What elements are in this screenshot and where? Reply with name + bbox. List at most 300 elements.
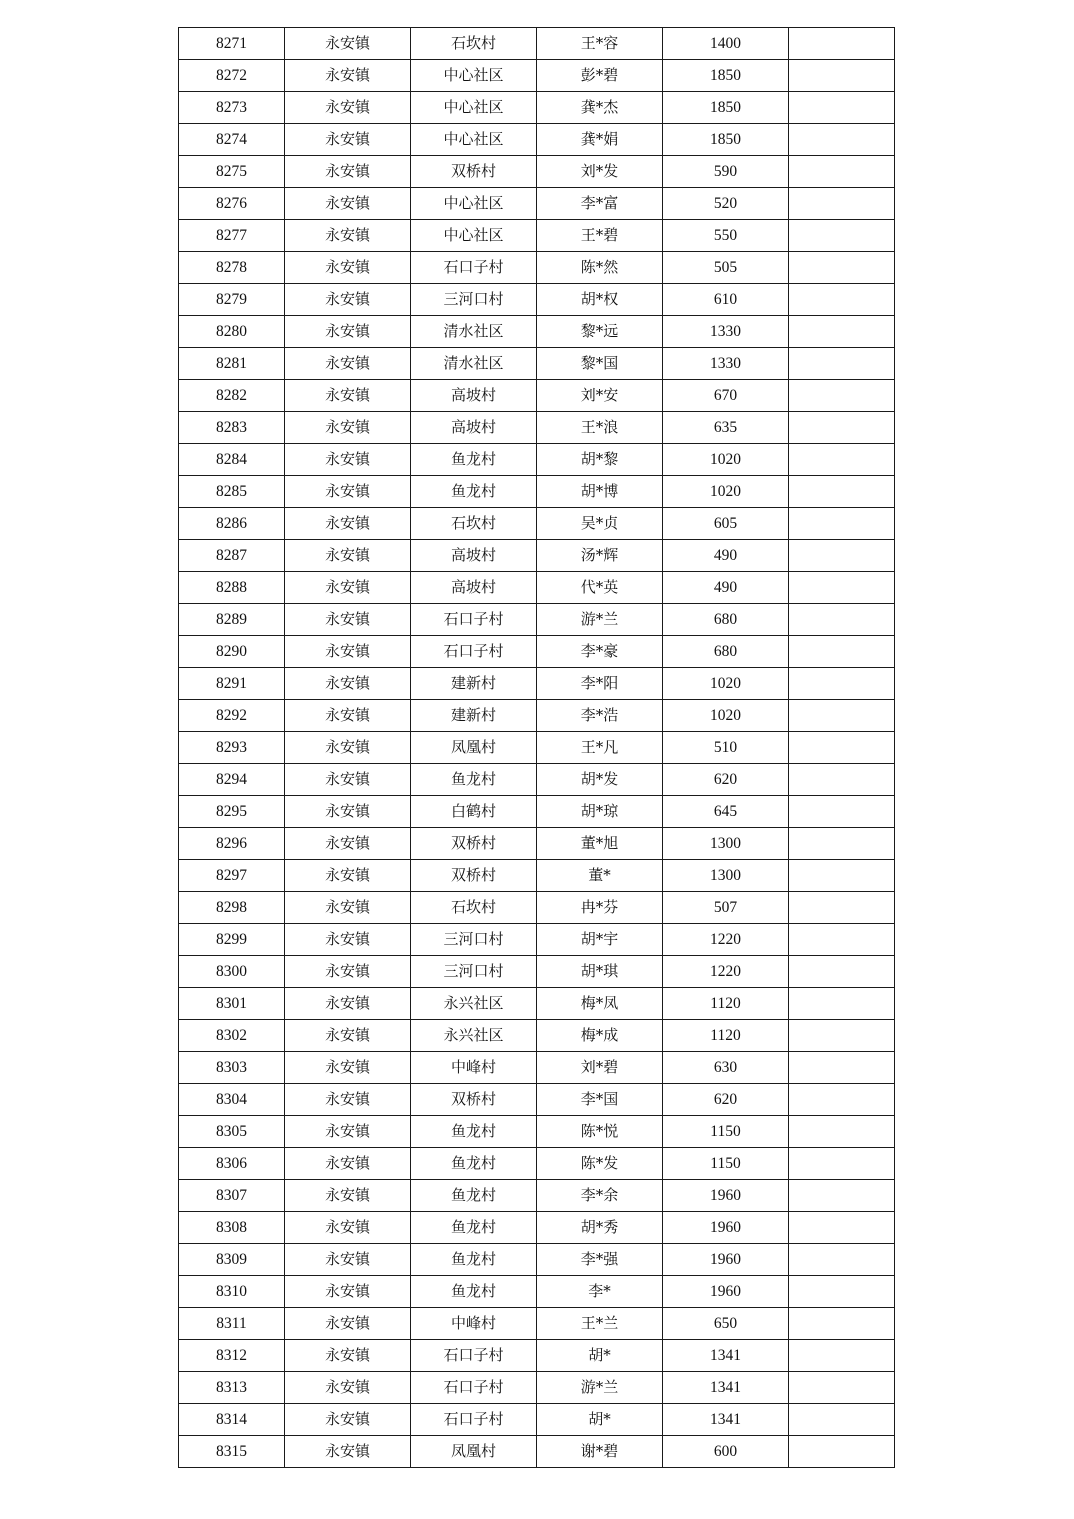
serial-number-cell: 8312: [179, 1340, 285, 1372]
note-cell: [789, 540, 895, 572]
person-name-cell: 龚*杰: [537, 92, 663, 124]
serial-number-cell: 8280: [179, 316, 285, 348]
serial-number-cell: 8314: [179, 1404, 285, 1436]
subsidy-table: [178, 27, 895, 1468]
table-row: [179, 828, 895, 860]
person-name-cell: 李*豪: [537, 636, 663, 668]
person-name-cell: 吴*贞: [537, 508, 663, 540]
note-cell: [789, 476, 895, 508]
note-cell: [789, 1116, 895, 1148]
serial-number-cell: 8271: [179, 28, 285, 60]
note-cell: [789, 316, 895, 348]
town-cell: 永安镇: [285, 764, 411, 796]
person-name-cell: 谢*碧: [537, 1436, 663, 1468]
town-cell: 永安镇: [285, 252, 411, 284]
note-cell: [789, 252, 895, 284]
serial-number-cell: 8308: [179, 1212, 285, 1244]
table-row: [179, 732, 895, 764]
town-cell: 永安镇: [285, 700, 411, 732]
note-cell: [789, 284, 895, 316]
amount-cell: 605: [663, 508, 789, 540]
table-row: [179, 1436, 895, 1468]
town-cell: 永安镇: [285, 444, 411, 476]
note-cell: [789, 604, 895, 636]
amount-cell: 680: [663, 604, 789, 636]
table-row: [179, 604, 895, 636]
town-cell: 永安镇: [285, 1212, 411, 1244]
person-name-cell: 游*兰: [537, 1372, 663, 1404]
town-cell: 永安镇: [285, 1404, 411, 1436]
amount-cell: 1020: [663, 476, 789, 508]
village-cell: 永兴社区: [411, 988, 537, 1020]
person-name-cell: 胡*琼: [537, 796, 663, 828]
person-name-cell: 胡*秀: [537, 1212, 663, 1244]
note-cell: [789, 1244, 895, 1276]
table-row: [179, 188, 895, 220]
village-cell: 建新村: [411, 668, 537, 700]
table-row: [179, 572, 895, 604]
note-cell: [789, 188, 895, 220]
amount-cell: 680: [663, 636, 789, 668]
person-name-cell: 游*兰: [537, 604, 663, 636]
table-row: [179, 1372, 895, 1404]
town-cell: 永安镇: [285, 412, 411, 444]
table-row: [179, 412, 895, 444]
amount-cell: 490: [663, 572, 789, 604]
amount-cell: 670: [663, 380, 789, 412]
table-row: [179, 1084, 895, 1116]
village-cell: 高坡村: [411, 380, 537, 412]
town-cell: 永安镇: [285, 1180, 411, 1212]
person-name-cell: 刘*安: [537, 380, 663, 412]
town-cell: 永安镇: [285, 796, 411, 828]
amount-cell: 1330: [663, 348, 789, 380]
table-row: [179, 700, 895, 732]
note-cell: [789, 572, 895, 604]
amount-cell: 1300: [663, 860, 789, 892]
person-name-cell: 李*阳: [537, 668, 663, 700]
town-cell: 永安镇: [285, 1340, 411, 1372]
amount-cell: 1400: [663, 28, 789, 60]
person-name-cell: 汤*辉: [537, 540, 663, 572]
person-name-cell: 梅*凤: [537, 988, 663, 1020]
village-cell: 白鹤村: [411, 796, 537, 828]
serial-number-cell: 8281: [179, 348, 285, 380]
person-name-cell: 王*浪: [537, 412, 663, 444]
note-cell: [789, 1180, 895, 1212]
serial-number-cell: 8291: [179, 668, 285, 700]
town-cell: 永安镇: [285, 988, 411, 1020]
note-cell: [789, 412, 895, 444]
town-cell: 永安镇: [285, 1116, 411, 1148]
table-row: [179, 476, 895, 508]
table-row: [179, 508, 895, 540]
amount-cell: 630: [663, 1052, 789, 1084]
village-cell: 三河口村: [411, 284, 537, 316]
serial-number-cell: 8293: [179, 732, 285, 764]
village-cell: 双桥村: [411, 156, 537, 188]
village-cell: 石坎村: [411, 892, 537, 924]
note-cell: [789, 700, 895, 732]
person-name-cell: 陈*然: [537, 252, 663, 284]
serial-number-cell: 8278: [179, 252, 285, 284]
table-row: [179, 1116, 895, 1148]
serial-number-cell: 8305: [179, 1116, 285, 1148]
serial-number-cell: 8295: [179, 796, 285, 828]
serial-number-cell: 8282: [179, 380, 285, 412]
amount-cell: 635: [663, 412, 789, 444]
table-row: [179, 668, 895, 700]
amount-cell: 620: [663, 1084, 789, 1116]
table-row: [179, 860, 895, 892]
note-cell: [789, 156, 895, 188]
village-cell: 鱼龙村: [411, 444, 537, 476]
note-cell: [789, 764, 895, 796]
serial-number-cell: 8315: [179, 1436, 285, 1468]
note-cell: [789, 444, 895, 476]
person-name-cell: 刘*碧: [537, 1052, 663, 1084]
town-cell: 永安镇: [285, 188, 411, 220]
table-row: [179, 540, 895, 572]
amount-cell: 1341: [663, 1372, 789, 1404]
note-cell: [789, 380, 895, 412]
note-cell: [789, 60, 895, 92]
amount-cell: 1850: [663, 124, 789, 156]
person-name-cell: 龚*娟: [537, 124, 663, 156]
person-name-cell: 李*余: [537, 1180, 663, 1212]
person-name-cell: 王*容: [537, 28, 663, 60]
serial-number-cell: 8275: [179, 156, 285, 188]
person-name-cell: 胡*: [537, 1404, 663, 1436]
serial-number-cell: 8279: [179, 284, 285, 316]
serial-number-cell: 8302: [179, 1020, 285, 1052]
amount-cell: 600: [663, 1436, 789, 1468]
town-cell: 永安镇: [285, 92, 411, 124]
person-name-cell: 胡*宇: [537, 924, 663, 956]
village-cell: 永兴社区: [411, 1020, 537, 1052]
serial-number-cell: 8304: [179, 1084, 285, 1116]
village-cell: 三河口村: [411, 924, 537, 956]
village-cell: 凤凰村: [411, 732, 537, 764]
table-row: [179, 1340, 895, 1372]
village-cell: 双桥村: [411, 860, 537, 892]
table-row: [179, 60, 895, 92]
table-row: [179, 284, 895, 316]
village-cell: 石口子村: [411, 636, 537, 668]
town-cell: 永安镇: [285, 1020, 411, 1052]
serial-number-cell: 8311: [179, 1308, 285, 1340]
village-cell: 中心社区: [411, 220, 537, 252]
town-cell: 永安镇: [285, 572, 411, 604]
serial-number-cell: 8299: [179, 924, 285, 956]
village-cell: 中心社区: [411, 124, 537, 156]
person-name-cell: 李*富: [537, 188, 663, 220]
note-cell: [789, 1436, 895, 1468]
person-name-cell: 李*强: [537, 1244, 663, 1276]
village-cell: 高坡村: [411, 540, 537, 572]
serial-number-cell: 8303: [179, 1052, 285, 1084]
town-cell: 永安镇: [285, 1308, 411, 1340]
village-cell: 鱼龙村: [411, 1244, 537, 1276]
amount-cell: 1220: [663, 924, 789, 956]
person-name-cell: 黎*远: [537, 316, 663, 348]
person-name-cell: 李*: [537, 1276, 663, 1308]
table-row: [179, 1244, 895, 1276]
serial-number-cell: 8296: [179, 828, 285, 860]
table-row: [179, 988, 895, 1020]
town-cell: 永安镇: [285, 1436, 411, 1468]
note-cell: [789, 1020, 895, 1052]
serial-number-cell: 8313: [179, 1372, 285, 1404]
village-cell: 鱼龙村: [411, 1212, 537, 1244]
table-body: [179, 28, 895, 1468]
note-cell: [789, 1308, 895, 1340]
note-cell: [789, 732, 895, 764]
village-cell: 建新村: [411, 700, 537, 732]
village-cell: 石口子村: [411, 604, 537, 636]
note-cell: [789, 828, 895, 860]
amount-cell: 1341: [663, 1404, 789, 1436]
note-cell: [789, 1148, 895, 1180]
serial-number-cell: 8306: [179, 1148, 285, 1180]
village-cell: 石口子村: [411, 1372, 537, 1404]
note-cell: [789, 1084, 895, 1116]
person-name-cell: 李*浩: [537, 700, 663, 732]
village-cell: 石坎村: [411, 28, 537, 60]
serial-number-cell: 8290: [179, 636, 285, 668]
town-cell: 永安镇: [285, 476, 411, 508]
note-cell: [789, 1276, 895, 1308]
village-cell: 鱼龙村: [411, 764, 537, 796]
town-cell: 永安镇: [285, 1276, 411, 1308]
table-row: [179, 764, 895, 796]
village-cell: 石口子村: [411, 252, 537, 284]
serial-number-cell: 8300: [179, 956, 285, 988]
note-cell: [789, 892, 895, 924]
amount-cell: 1300: [663, 828, 789, 860]
person-name-cell: 陈*悦: [537, 1116, 663, 1148]
amount-cell: 1850: [663, 92, 789, 124]
town-cell: 永安镇: [285, 380, 411, 412]
person-name-cell: 王*碧: [537, 220, 663, 252]
table-row: [179, 1148, 895, 1180]
town-cell: 永安镇: [285, 284, 411, 316]
village-cell: 清水社区: [411, 316, 537, 348]
serial-number-cell: 8285: [179, 476, 285, 508]
amount-cell: 505: [663, 252, 789, 284]
serial-number-cell: 8287: [179, 540, 285, 572]
amount-cell: 510: [663, 732, 789, 764]
serial-number-cell: 8273: [179, 92, 285, 124]
person-name-cell: 胡*: [537, 1340, 663, 1372]
amount-cell: 590: [663, 156, 789, 188]
town-cell: 永安镇: [285, 1084, 411, 1116]
note-cell: [789, 796, 895, 828]
table-row: [179, 380, 895, 412]
serial-number-cell: 8283: [179, 412, 285, 444]
note-cell: [789, 668, 895, 700]
amount-cell: 620: [663, 764, 789, 796]
amount-cell: 1020: [663, 444, 789, 476]
table-row: [179, 252, 895, 284]
amount-cell: 1960: [663, 1244, 789, 1276]
village-cell: 鱼龙村: [411, 1180, 537, 1212]
serial-number-cell: 8309: [179, 1244, 285, 1276]
amount-cell: 1960: [663, 1180, 789, 1212]
serial-number-cell: 8284: [179, 444, 285, 476]
note-cell: [789, 92, 895, 124]
amount-cell: 610: [663, 284, 789, 316]
town-cell: 永安镇: [285, 636, 411, 668]
town-cell: 永安镇: [285, 348, 411, 380]
table-row: [179, 1404, 895, 1436]
serial-number-cell: 8297: [179, 860, 285, 892]
amount-cell: 1120: [663, 1020, 789, 1052]
table-row: [179, 316, 895, 348]
person-name-cell: 黎*国: [537, 348, 663, 380]
person-name-cell: 胡*博: [537, 476, 663, 508]
village-cell: 清水社区: [411, 348, 537, 380]
table-row: [179, 1180, 895, 1212]
table-row: [179, 92, 895, 124]
serial-number-cell: 8288: [179, 572, 285, 604]
village-cell: 石口子村: [411, 1340, 537, 1372]
amount-cell: 1150: [663, 1116, 789, 1148]
person-name-cell: 胡*发: [537, 764, 663, 796]
table-row: [179, 924, 895, 956]
note-cell: [789, 860, 895, 892]
note-cell: [789, 220, 895, 252]
serial-number-cell: 8277: [179, 220, 285, 252]
note-cell: [789, 988, 895, 1020]
table-row: [179, 124, 895, 156]
town-cell: 永安镇: [285, 220, 411, 252]
note-cell: [789, 508, 895, 540]
person-name-cell: 董*: [537, 860, 663, 892]
town-cell: 永安镇: [285, 924, 411, 956]
serial-number-cell: 8294: [179, 764, 285, 796]
table-row: [179, 1308, 895, 1340]
amount-cell: 520: [663, 188, 789, 220]
table-row: [179, 1052, 895, 1084]
village-cell: 中心社区: [411, 92, 537, 124]
village-cell: 高坡村: [411, 412, 537, 444]
town-cell: 永安镇: [285, 956, 411, 988]
table-row: [179, 444, 895, 476]
amount-cell: 1020: [663, 700, 789, 732]
table-row: [179, 348, 895, 380]
note-cell: [789, 348, 895, 380]
serial-number-cell: 8307: [179, 1180, 285, 1212]
village-cell: 鱼龙村: [411, 1276, 537, 1308]
person-name-cell: 王*凡: [537, 732, 663, 764]
serial-number-cell: 8301: [179, 988, 285, 1020]
note-cell: [789, 1340, 895, 1372]
amount-cell: 507: [663, 892, 789, 924]
town-cell: 永安镇: [285, 316, 411, 348]
serial-number-cell: 8276: [179, 188, 285, 220]
note-cell: [789, 924, 895, 956]
town-cell: 永安镇: [285, 124, 411, 156]
town-cell: 永安镇: [285, 156, 411, 188]
amount-cell: 1220: [663, 956, 789, 988]
table-row: [179, 892, 895, 924]
amount-cell: 1150: [663, 1148, 789, 1180]
person-name-cell: 胡*权: [537, 284, 663, 316]
person-name-cell: 代*英: [537, 572, 663, 604]
amount-cell: 650: [663, 1308, 789, 1340]
village-cell: 鱼龙村: [411, 1116, 537, 1148]
table-row: [179, 28, 895, 60]
serial-number-cell: 8272: [179, 60, 285, 92]
table-row: [179, 636, 895, 668]
village-cell: 鱼龙村: [411, 476, 537, 508]
amount-cell: 1020: [663, 668, 789, 700]
village-cell: 高坡村: [411, 572, 537, 604]
person-name-cell: 刘*发: [537, 156, 663, 188]
person-name-cell: 陈*发: [537, 1148, 663, 1180]
note-cell: [789, 28, 895, 60]
town-cell: 永安镇: [285, 1148, 411, 1180]
town-cell: 永安镇: [285, 892, 411, 924]
town-cell: 永安镇: [285, 668, 411, 700]
serial-number-cell: 8292: [179, 700, 285, 732]
serial-number-cell: 8289: [179, 604, 285, 636]
amount-cell: 1330: [663, 316, 789, 348]
serial-number-cell: 8310: [179, 1276, 285, 1308]
town-cell: 永安镇: [285, 1244, 411, 1276]
town-cell: 永安镇: [285, 60, 411, 92]
note-cell: [789, 1404, 895, 1436]
person-name-cell: 李*国: [537, 1084, 663, 1116]
amount-cell: 1850: [663, 60, 789, 92]
village-cell: 三河口村: [411, 956, 537, 988]
village-cell: 鱼龙村: [411, 1148, 537, 1180]
village-cell: 中心社区: [411, 188, 537, 220]
note-cell: [789, 1052, 895, 1084]
amount-cell: 1120: [663, 988, 789, 1020]
serial-number-cell: 8274: [179, 124, 285, 156]
person-name-cell: 董*旭: [537, 828, 663, 860]
amount-cell: 1960: [663, 1212, 789, 1244]
person-name-cell: 梅*成: [537, 1020, 663, 1052]
amount-cell: 490: [663, 540, 789, 572]
note-cell: [789, 636, 895, 668]
town-cell: 永安镇: [285, 732, 411, 764]
amount-cell: 645: [663, 796, 789, 828]
table-row: [179, 1212, 895, 1244]
village-cell: 中峰村: [411, 1308, 537, 1340]
serial-number-cell: 8298: [179, 892, 285, 924]
serial-number-cell: 8286: [179, 508, 285, 540]
person-name-cell: 王*兰: [537, 1308, 663, 1340]
village-cell: 中峰村: [411, 1052, 537, 1084]
amount-cell: 550: [663, 220, 789, 252]
table-row: [179, 956, 895, 988]
town-cell: 永安镇: [285, 604, 411, 636]
table-row: [179, 796, 895, 828]
village-cell: 凤凰村: [411, 1436, 537, 1468]
town-cell: 永安镇: [285, 828, 411, 860]
table-row: [179, 156, 895, 188]
village-cell: 双桥村: [411, 828, 537, 860]
town-cell: 永安镇: [285, 860, 411, 892]
town-cell: 永安镇: [285, 508, 411, 540]
table-row: [179, 1020, 895, 1052]
note-cell: [789, 956, 895, 988]
note-cell: [789, 1372, 895, 1404]
amount-cell: 1341: [663, 1340, 789, 1372]
